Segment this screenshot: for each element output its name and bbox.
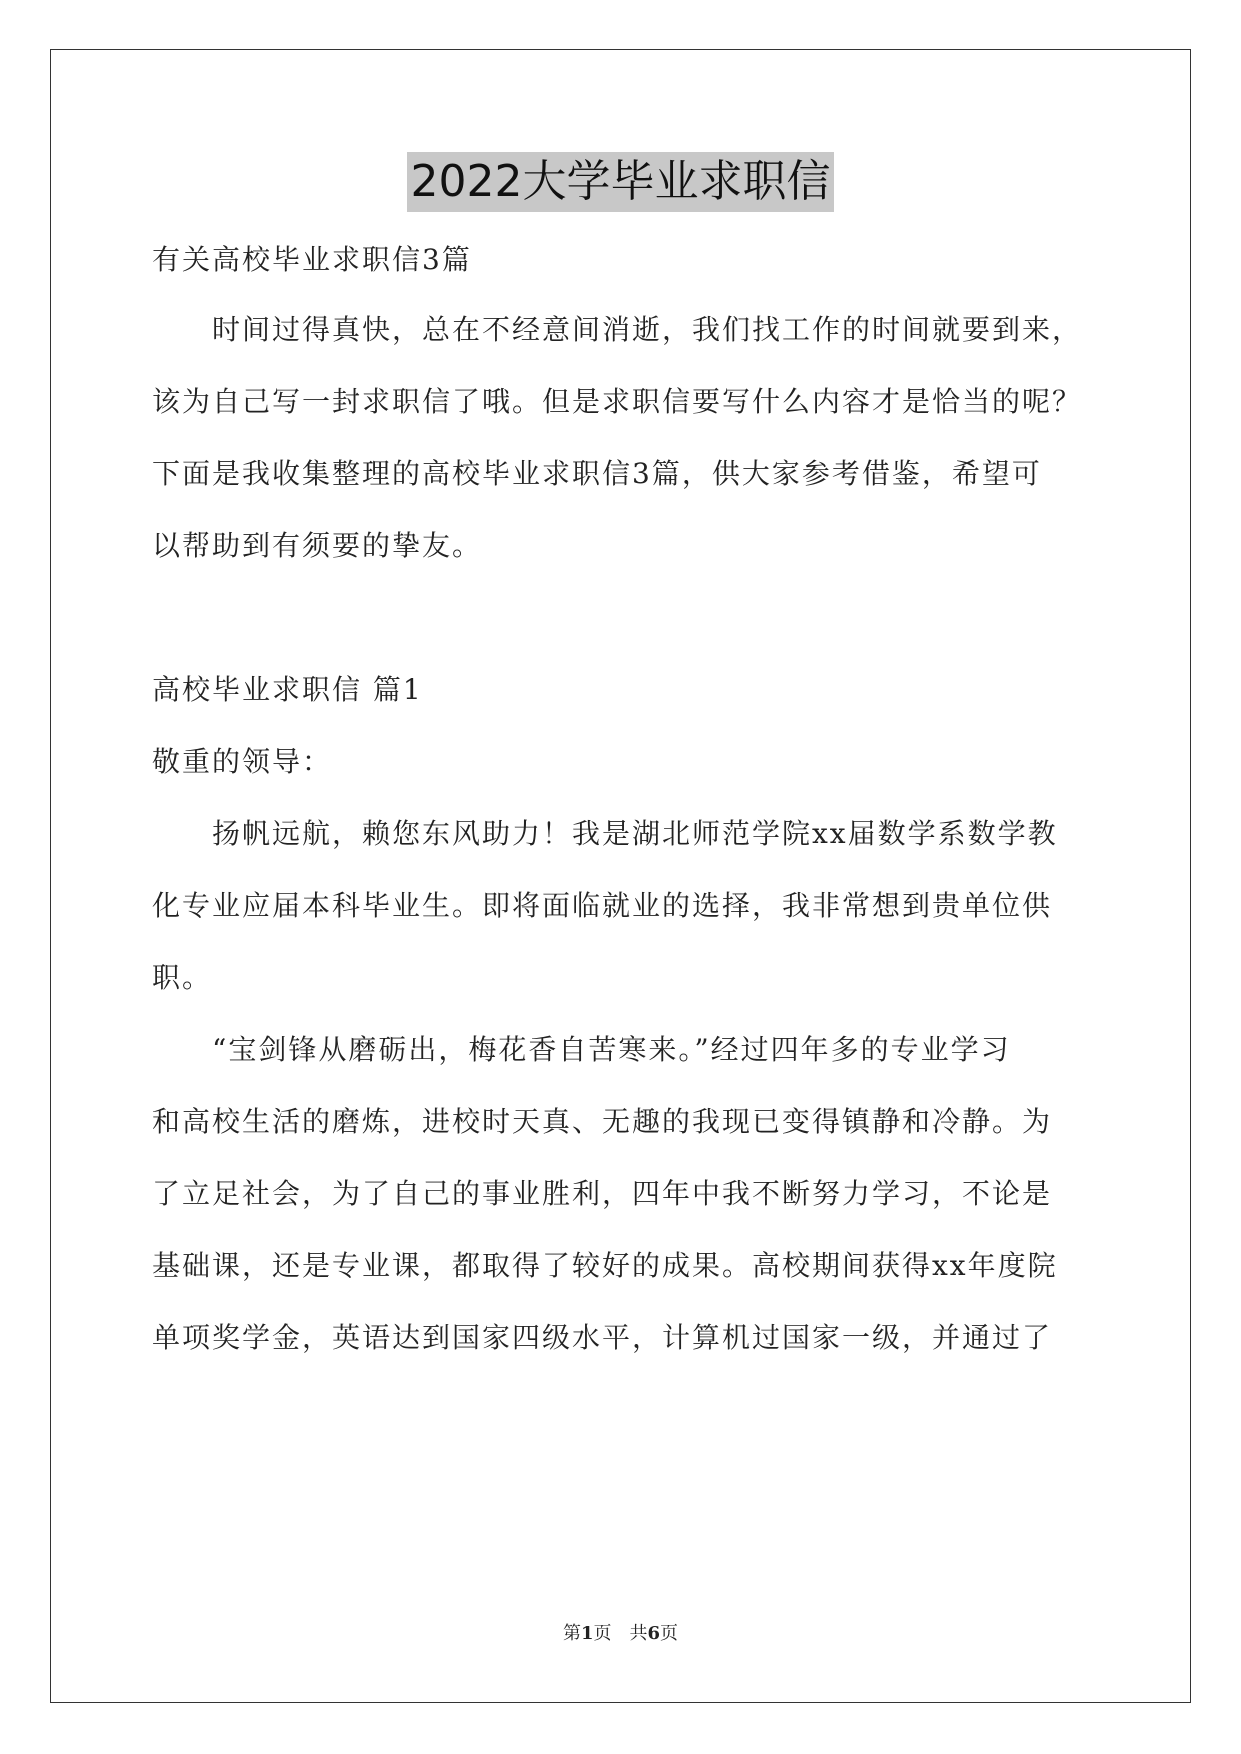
intro-line-2: 该为自己写一封求职信了哦。但是求职信要写什么内容才是恰当的呢？ (152, 385, 1083, 418)
footer-page-mid: 页 共 (593, 1623, 648, 1644)
body-line-7: 基础课，还是专业课，都取得了较好的成果。高校期间获得xx年度院 (152, 1249, 1058, 1282)
body-line-1: 扬帆远航，赖您东风助力！我是湖北师范学院xx届数学系数学教 (152, 817, 1058, 850)
body-line-3: 职。 (152, 961, 213, 994)
intro-line-4: 以帮助到有须要的挚友。 (152, 529, 483, 562)
title-container (0, 152, 1241, 212)
body-line-8: 单项奖学金，英语达到国家四级水平，计算机过国家一级，并通过了 (152, 1321, 1053, 1354)
body-line-6: 了立足社会，为了自己的事业胜利，四年中我不断努力学习，不论是 (152, 1177, 1053, 1210)
page-border (50, 49, 1191, 1703)
footer-page-suffix: 页 (660, 1623, 679, 1644)
section-heading: 高校毕业求职信 篇1 (152, 673, 423, 706)
body-line-5: 和高校生活的磨炼，进校时天真、无趣的我现已变得镇静和冷静。为 (152, 1105, 1053, 1138)
footer-page-prefix: 第 (562, 1623, 581, 1644)
footer-current-page: 1 (580, 1623, 594, 1644)
document-title: 2022大学毕业求职信 (407, 152, 835, 212)
body-line-2: 化专业应届本科毕业生。即将面临就业的选择，我非常想到贵单位供 (152, 889, 1053, 922)
body-line-4: “宝剑锋从磨砺出，梅花香自苦寒来。”经过四年多的专业学习 (152, 1033, 1011, 1066)
salutation: 敬重的领导： (152, 745, 333, 778)
subtitle-line: 有关高校毕业求职信3篇 (152, 243, 472, 276)
intro-line-3: 下面是我收集整理的高校毕业求职信3篇，供大家参考借鉴，希望可 (152, 457, 1042, 490)
intro-line-1: 时间过得真快，总在不经意间消逝，我们找工作的时间就要到来， (152, 313, 1083, 346)
footer-total-pages: 6 (647, 1623, 661, 1644)
page-footer (0, 1622, 1241, 1646)
